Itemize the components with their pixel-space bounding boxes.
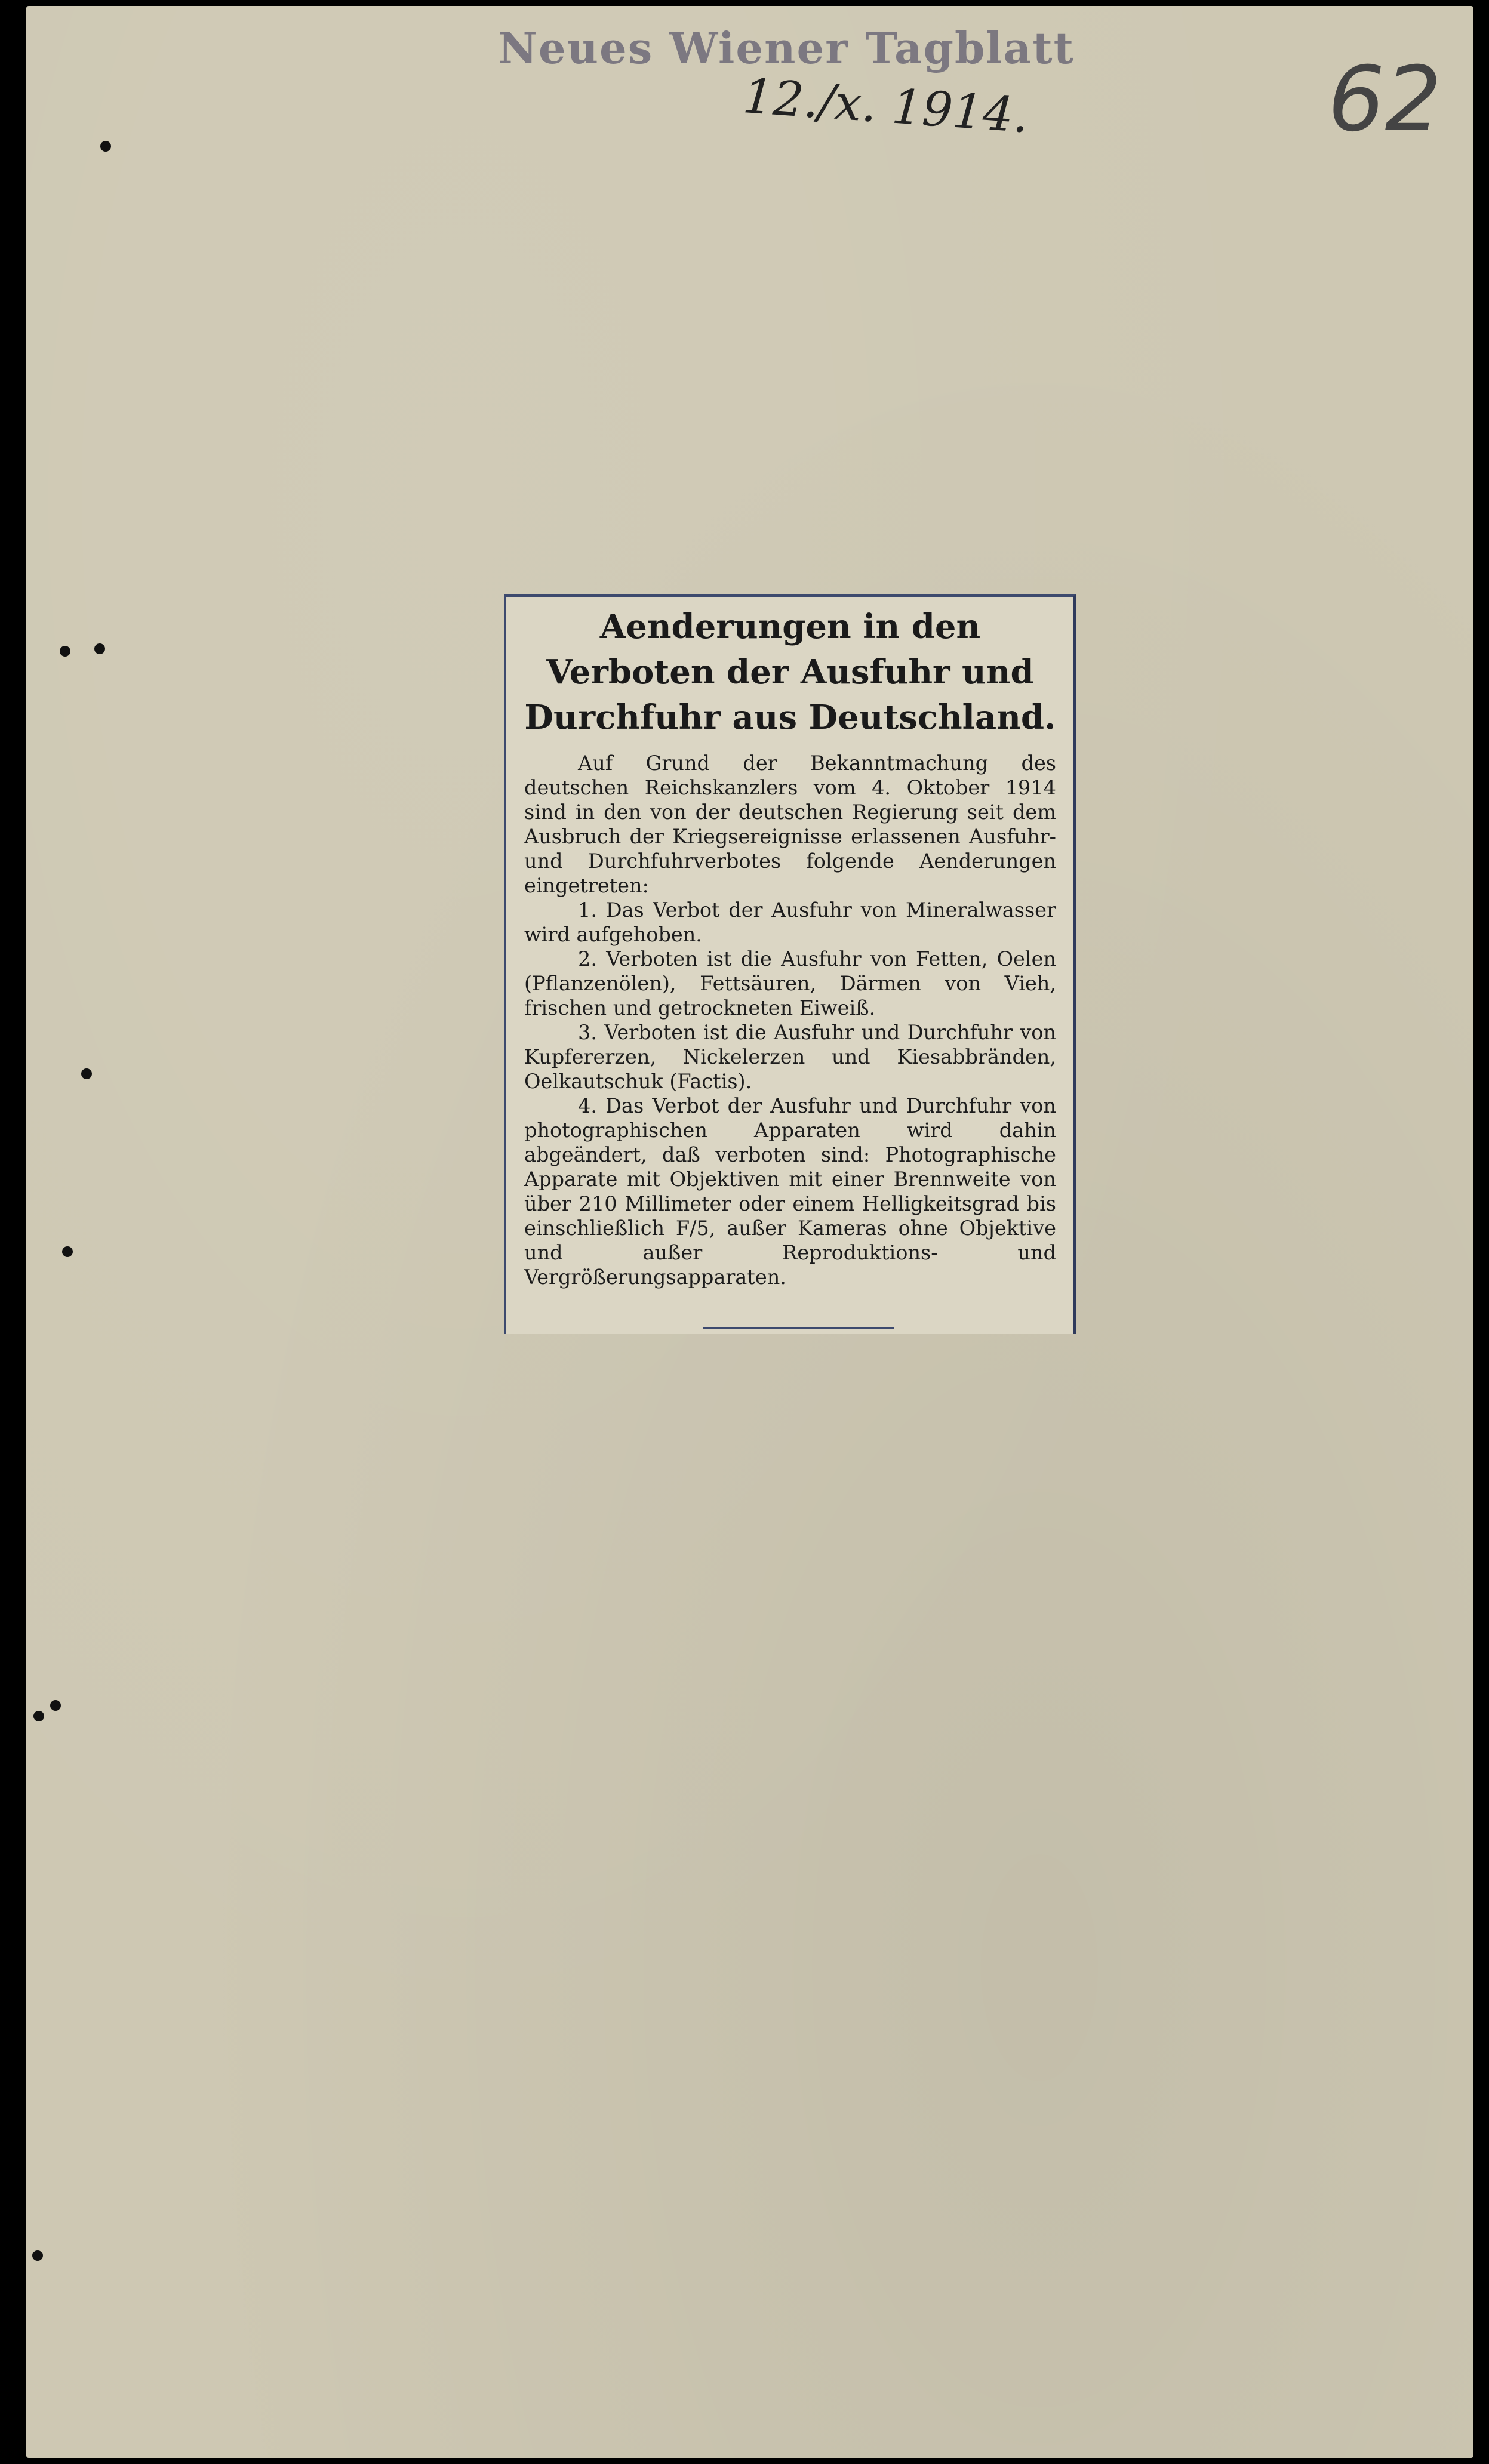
article-paragraph: 3. Verboten ist die Ausfuhr und Durchfuhr von Kupfererzen, Nickelerzen und Kiesabbränden, Oelkautschuk (Factis).: [524, 1021, 1056, 1093]
binding-hole-icon: [81, 1068, 92, 1079]
article-paragraph: 1. Das Verbot der Ausfuhr von Mineralwasser wird aufgehoben.: [524, 898, 1056, 946]
binding-hole-icon: [50, 1700, 61, 1711]
article-body: [524, 751, 1056, 1289]
binding-hole-icon: [94, 643, 105, 654]
binding-hole-icon: [100, 141, 111, 152]
handwritten-date: 12./x. 1914.: [741, 68, 1030, 144]
article-headline: Aenderungen in den Verboten der Ausfuhr und Durchfuhr aus Deutschland.: [524, 607, 1056, 737]
article-paragraph: 4. Das Verbot der Ausfuhr und Durchfuhr von photographischen Apparaten wird dahin abgeändert, daß verboten sind: Photographische Apparate mit Objektiven mit einer Brennweite von über 210 Millimeter oder einem Helligkeitsgrad bis einschließlich F/5, außer Kameras ohne Objektive und außer Reproduktions- und Vergrößerungsapparaten.: [524, 1094, 1056, 1289]
article-paragraph: Auf Grund der Bekanntmachung des deutschen Reichskanzlers vom 4. Oktober 1914 sind in den von der deutschen Regierung seit dem Ausbruch der Kriegsereignisse erlassenen Ausfuhr- und Durchfuhrverbotes folgende Aenderungen eingetreten:: [524, 751, 1056, 897]
binding-hole-icon: [60, 646, 70, 657]
folio-number: 62: [1328, 48, 1442, 152]
binding-hole-icon: [33, 1711, 44, 1721]
article-paragraph: 2. Verboten ist die Ausfuhr von Fetten, Oelen (Pflanzenölen), Fettsäuren, Därmen von Vieh, frischen und getrockneten Eiweiß.: [524, 947, 1056, 1020]
newspaper-stamp: Neues Wiener Tagblatt: [498, 23, 1075, 73]
archive-sheet: [26, 6, 1473, 2458]
binding-hole-icon: [62, 1246, 73, 1257]
clipping-bottom-rule: [703, 1327, 894, 1329]
binding-hole-icon: [32, 2250, 43, 2261]
newspaper-clipping: [504, 594, 1076, 1334]
